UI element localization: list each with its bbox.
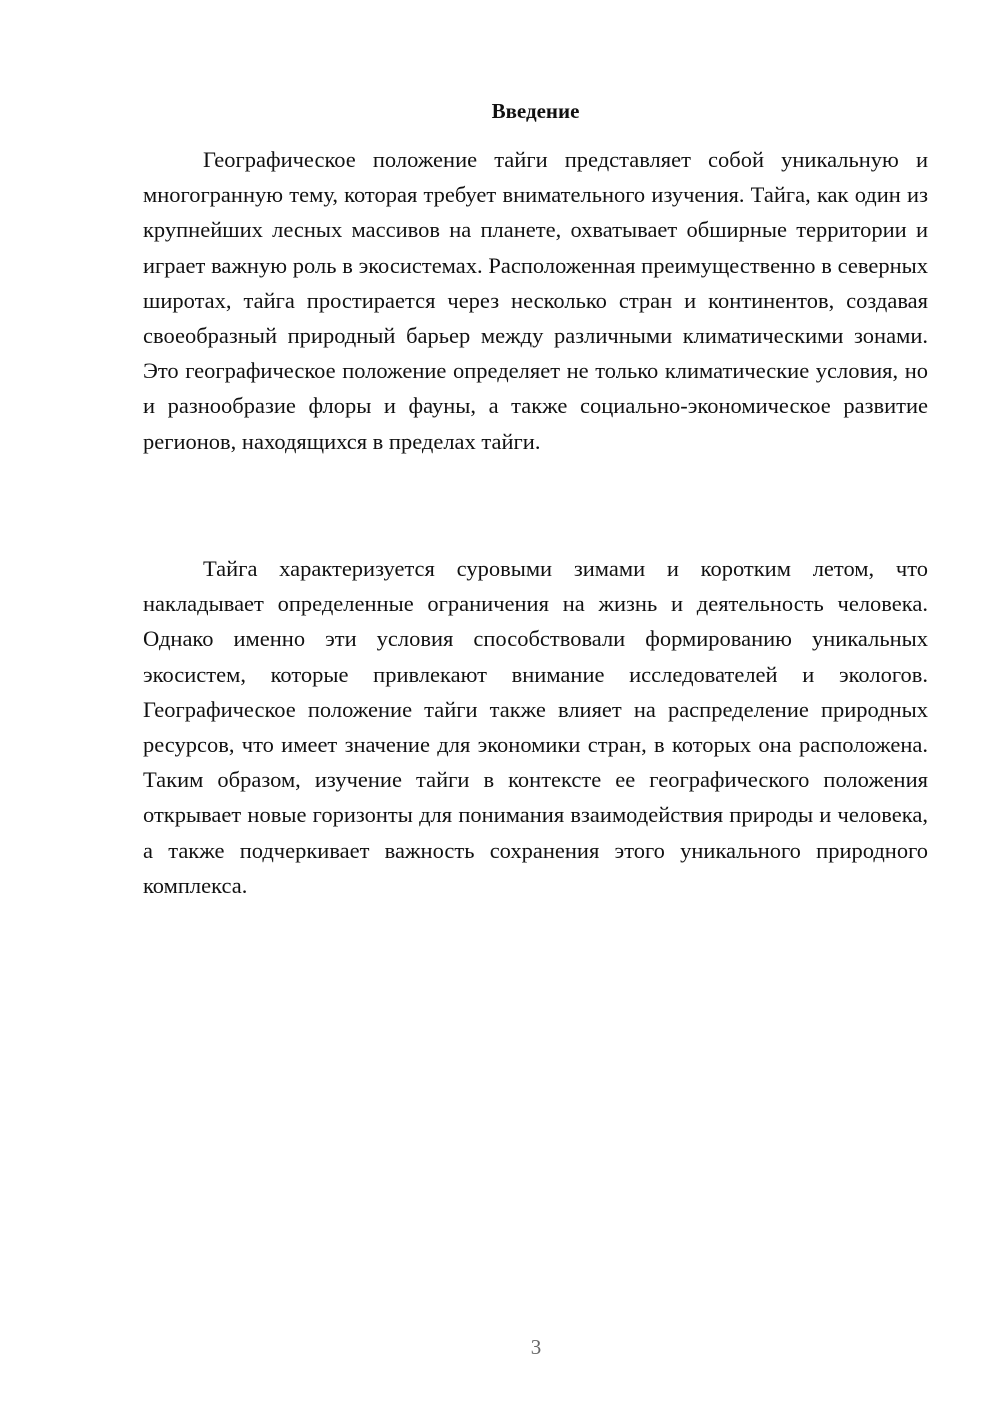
paragraph-1: Географическое положение тайги представляет собой уникальную и многогранную тему, которая требует внимательного изучения. Тайга, как один из крупнейших лесных массивов на планете, охватывает обширные территории и играет важную роль в экосистемах. Расположенная преимущественно в северных широтах, тайга простирается через несколько стран и континентов, создавая своеобразный природный барьер между различными климатическими зонами. Это географическое положение определяет не только климатические условия, но и разнообразие флоры и фауны, а также социально-экономическое развитие регионов, находящихся в пределах тайги. — [143, 147, 928, 454]
section-heading: Введение — [491, 99, 580, 123]
paragraph-2: Тайга характеризуется суровыми зимами и коротким летом, что накладывает определенные ограничения на жизнь и деятельность человека. Однако именно эти условия способствовали формированию уникальных экосистем, которые привлекают внимание исследователей и экологов. Географическое положение тайги также влияет на распределение природных ресурсов, что имеет значение для экономики стран, в которых она расположена. Таким образом, изучение тайги в контексте ее географического положения открывает новые горизонты для понимания взаимодействия природы и человека, а также подчеркивает важность сохранения этого уникального природного комплекса. — [143, 556, 928, 898]
page-number: 3 — [530, 1335, 542, 1359]
